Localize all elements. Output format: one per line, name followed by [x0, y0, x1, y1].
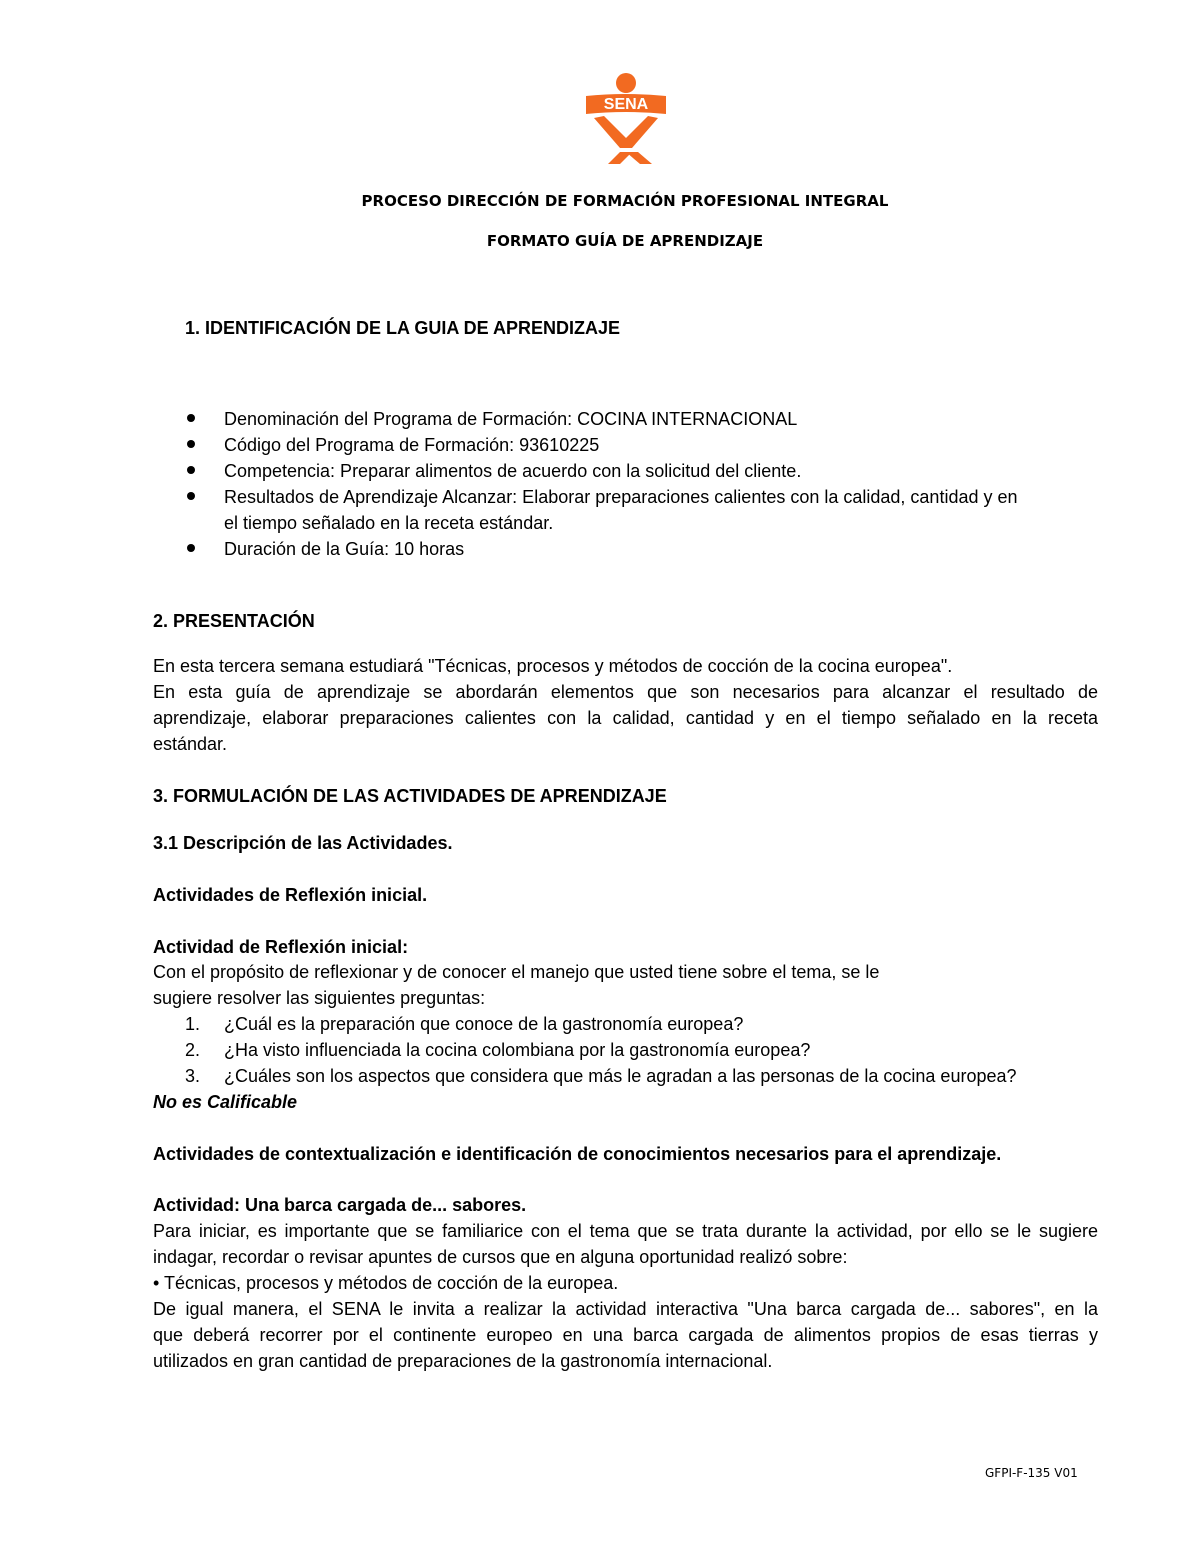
footer-code: GFPI-F-135 V01	[985, 1466, 1078, 1480]
question-number: 1.	[185, 1014, 201, 1034]
bullet-dot	[187, 466, 195, 474]
section3-title: 3. FORMULACIÓN DE LAS ACTIVIDADES DE APRENDIZAJE	[153, 786, 667, 806]
sena-logo	[580, 72, 670, 164]
identification-item: Duración de la Guía: 10 horas	[224, 539, 465, 559]
not-gradable-note: No es Calificable	[153, 1092, 298, 1112]
identification-item: Resultados de Aprendizaje Alcanzar: Elaborar preparaciones calientes con la calidad, cantidad y en	[224, 487, 1018, 507]
identification-item: Competencia: Preparar alimentos de acuerdo con la solicitud del cliente.	[224, 461, 802, 481]
activity-line: que deberá recorrer por el continente europeo en una barca cargada de alimentos propios de esas tierras y	[153, 1325, 1098, 1345]
activity-line: • Técnicas, procesos y métodos de cocción de la europea.	[153, 1273, 619, 1293]
reflection-intro-line: sugiere resolver las siguientes preguntas:	[153, 988, 486, 1008]
bullet-dot	[187, 492, 195, 500]
sena-logo-graphic	[580, 72, 670, 164]
reflection-activity-title: Actividad de Reflexión inicial:	[153, 937, 409, 957]
reflection-heading: Actividades de Reflexión inicial.	[153, 885, 428, 905]
sena-logo-text: SENA	[603, 96, 649, 113]
question-text: ¿Ha visto influenciada la cocina colombiana por la gastronomía europea?	[224, 1040, 811, 1060]
section1-title: 1. IDENTIFICACIÓN DE LA GUIA DE APRENDIZAJE	[185, 318, 621, 338]
bullet-dot	[187, 440, 195, 448]
identification-item: Código del Programa de Formación: 93610225	[224, 435, 600, 455]
presentation-line: En esta tercera semana estudiará "Técnicas, procesos y métodos de cocción de la cocina europea".	[153, 656, 953, 676]
header-process: PROCESO DIRECCIÓN DE FORMACIÓN PROFESIONAL INTEGRAL	[361, 192, 889, 210]
reflection-intro-line: Con el propósito de reflexionar y de conocer el manejo que usted tiene sobre el tema, se le	[153, 962, 880, 982]
bullet-dot	[187, 414, 195, 422]
question-text: ¿Cuál es la preparación que conoce de la gastronomía europea?	[224, 1014, 744, 1034]
section3-subtitle: 3.1 Descripción de las Actividades.	[153, 833, 453, 853]
activity-line: De igual manera, el SENA le invita a realizar la actividad interactiva "Una barca cargada de... sabores", en la	[153, 1299, 1098, 1319]
question-number: 2.	[185, 1040, 201, 1060]
activity-line: Para iniciar, es importante que se familiarice con el tema que se trata durante la actividad, por ello se le sugiere	[153, 1221, 1098, 1241]
activity-title: Actividad: Una barca cargada de... sabores.	[153, 1195, 527, 1215]
activity-line: utilizados en gran cantidad de preparaciones de la gastronomía internacional.	[153, 1351, 773, 1371]
presentation-line: estándar.	[153, 734, 228, 754]
question-number: 3.	[185, 1066, 201, 1086]
activity-line: indagar, recordar o revisar apuntes de cursos que en alguna oportunidad realizó sobre:	[153, 1247, 848, 1267]
identification-item: Denominación del Programa de Formación: COCINA INTERNACIONAL	[224, 409, 798, 429]
presentation-line: aprendizaje, elaborar preparaciones calientes con la calidad, cantidad y en el tiempo señalado en la receta	[153, 708, 1098, 728]
presentation-line: En esta guía de aprendizaje se abordarán elementos que son necesarios para alcanzar el resultado de	[153, 682, 1098, 702]
header-format: FORMATO GUÍA DE APRENDIZAJE	[486, 232, 764, 250]
identification-item-continued: el tiempo señalado en la receta estándar.	[224, 513, 554, 533]
context-heading: Actividades de contextualización e identificación de conocimientos necesarios para el aprendizaje.	[153, 1144, 1002, 1164]
section2-title: 2. PRESENTACIÓN	[153, 611, 315, 631]
question-text: ¿Cuáles son los aspectos que considera que más le agradan a las personas de la cocina europea?	[224, 1066, 1017, 1086]
bullet-dot	[187, 544, 195, 552]
